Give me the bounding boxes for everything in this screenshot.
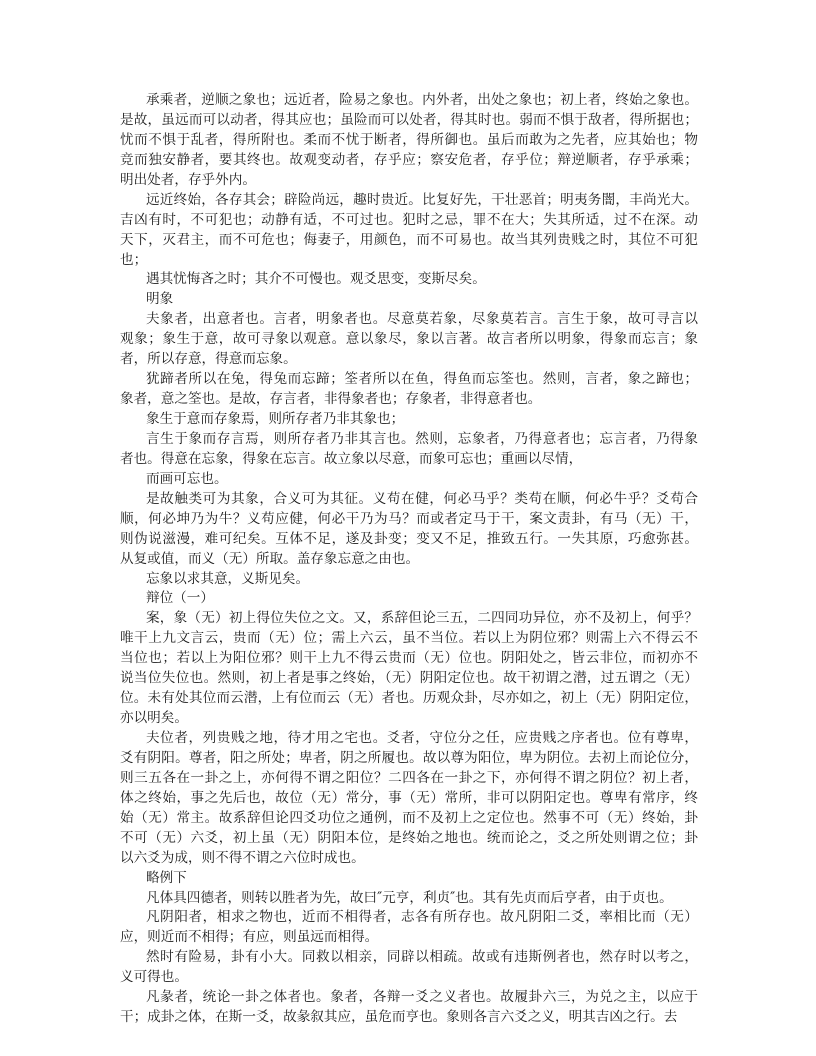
text-line: 以六爻为成，则不得不谓之六位时成也。 (120, 849, 365, 866)
text-line: 夫位者，列贵贱之地，待才用之宅也。爻者，守位分之任，应贵贱之序者也。位有尊卑， (146, 730, 698, 746)
text-line: 夫象者，出意者也。言者，明象者也。尽意莫若象，尽象莫若言。言生于象，故可寻言以 (146, 311, 698, 328)
text-line: 然时有险易，卦有小大。同救以相亲，同辟以相疏。故或有违斯例者也，然存时以考之， (146, 949, 698, 966)
text-line: 犹蹄者所以在兔，得兔而忘蹄；筌者所以在鱼，得鱼而忘筌也。然则，言者，象之蹄也； (146, 371, 698, 388)
text-line: 是故触类可为其象，合义可为其征。义苟在健，何必马乎？类苟在顺，何必牛乎？爻苟合 (146, 490, 698, 507)
text-line: 天下，灭君主，而不可危也；侮妻子，用颜色，而不可易也。故当其列贵贱之时，其位不可犯 (120, 231, 698, 248)
paragraph (120, 948, 698, 988)
paragraph (120, 430, 698, 470)
paragraph (120, 988, 698, 1028)
text-line: 明象 (146, 291, 174, 308)
text-line: 象生于意而存象焉，则所存者乃非其象也； (146, 411, 405, 427)
paragraph (120, 889, 698, 909)
text-line: 顺，何必坤乃为牛？义苟应健，何必干乃为马？而或者定马于干，案文责卦，有马（无）干， (120, 510, 698, 527)
text-line: 唯干上九文言云，贵而（无）位；需上六云，虽不当位。若以上为阴位邪？则需上六不得云不 (120, 630, 698, 647)
text-line: 凡彖者，统论一卦之体者也。象者，各辩一爻之义者也。故履卦六三，为兑之主，以应于 (146, 989, 698, 1006)
text-line: 爻有阴阳。尊者，阳之所处；卑者，阴之所履也。故以尊为阳位，卑为阴位。去初上而论位分， (120, 749, 698, 766)
paragraph (120, 410, 698, 430)
paragraph (120, 589, 698, 609)
text-line: 远近终始，各存其会；辟险尚远，趣时贵近。比复好先，干壮恶首；明夷务闇，丰尚光大。 (146, 191, 698, 208)
paragraph (120, 290, 698, 310)
paragraph (120, 191, 698, 271)
text-line: 凡阴阳者，相求之物也，近而不相得者，志各有所存也。故凡阴阳二爻，率相比而（无） (146, 909, 698, 926)
text-line: 忘象以求其意，义斯见矣。 (146, 570, 310, 587)
text-line: 观象；象生于意，故可寻象以观意。意以象尽，象以言著。故言者所以明象，得象而忘言；象 (120, 331, 698, 348)
paragraph (120, 869, 698, 889)
paragraph (120, 270, 698, 290)
text-line: 也； (120, 251, 148, 268)
text-line: 承乘者，逆顺之象也；远近者，险易之象也。内外者，出处之象也；初上者，终始之象也。 (146, 92, 698, 108)
paragraph (120, 370, 698, 410)
text-line: 则伪说滋漫，难可纪矣。互体不足，遂及卦变；变又不足，推致五行。一失其原，巧愈弥甚。 (120, 530, 698, 547)
text-line: 明出处者，存乎外内。 (120, 171, 256, 188)
text-line: 辩位（一） (146, 590, 214, 607)
paragraph (120, 729, 698, 869)
text-line: 始（无）常主。故系辞但论四爻功位之通例，而不及初上之定位也。然事不可（无）终始，卦 (120, 809, 698, 826)
paragraph (120, 908, 698, 948)
text-line: 体之终始，事之先后也，故位（无）常分，事（无）常所，非可以阴阳定也。尊卑有常序，终 (120, 789, 698, 806)
paragraph (120, 310, 698, 370)
text-line: 是故，虽远而可以动者，得其应也；虽险而可以处者，得其时也。弱而不惧于敌者，得所据也； (120, 111, 698, 128)
text-line: 者也。得意在忘象，得象在忘言。故立象以尽意，而象可忘也；重画以尽情， (120, 450, 583, 467)
text-line: 忧而不惧于乱者，得所附也。柔而不忧于断者，得所御也。虽后而敢为之先者，应其始也；物 (120, 131, 698, 148)
paragraph (120, 609, 698, 729)
paragraph (120, 490, 698, 570)
text-line: 而画可忘也。 (146, 470, 228, 487)
text-line: 亦以明矣。 (120, 710, 188, 727)
text-line: 略例下 (146, 869, 187, 886)
text-line: 从复或值，而义（无）所取。盖存象忘意之由也。 (120, 550, 420, 567)
text-line: 竞而独安静者，要其终也。故观变动者，存乎应；察安危者，存乎位；辩逆顺者，存乎承乘； (120, 151, 698, 168)
text-line: 则三五各在一卦之上，亦何得不谓之阳位？二四各在一卦之下，亦何得不谓之阴位？初上者， (120, 769, 698, 786)
text-line: 干；成卦之体，在斯一爻，故彖叙其应，虽危而亨也。象则各言六爻之义，明其吉凶之行。去 (120, 1009, 678, 1026)
paragraph (120, 470, 698, 490)
text-line: 案，象（无）初上得位失位之文。又，系辞但论三五，二四同功异位，亦不及初上，何乎？ (146, 610, 698, 627)
text-line: 凡体具四德者，则转以胜者为先，故曰″元亨，利贞″也。其有先贞而后亨者，由于贞也。 (146, 889, 673, 906)
text-line: 象者，意之筌也。是故，存言者，非得象者也；存象者，非得意者也。 (120, 391, 542, 408)
text-line: 言生于象而存言焉，则所存者乃非其言也。然则，忘象者，乃得意者也；忘言者，乃得象 (146, 430, 698, 447)
paragraph (120, 91, 698, 191)
text-line: 位。未有处其位而云潜，上有位而云（无）者也。历观众卦，尽亦如之，初上（无）阴阳定位， (120, 690, 698, 707)
text-line: 者，所以存意，得意而忘象。 (120, 351, 297, 368)
text-line: 不可（无）六爻，初上虽（无）阴阳本位，是终始之地也。统而论之，爻之所处则谓之位；卦 (120, 829, 698, 846)
text-line: 遇其忧悔吝之时；其介不可慢也。观爻思变，变斯尽矣。 (146, 271, 486, 288)
paragraph (120, 570, 698, 590)
text-line: 当位也；若以上为阳位邪？则干上九不得云贵而（无）位也。阴阳处之，皆云非位，而初亦不 (120, 650, 698, 667)
document-body (120, 91, 698, 1028)
text-line: 义可得也。 (120, 969, 188, 986)
text-line: 说当位失位也。然则，初上者是事之终始，（无）阴阳定位也。故干初谓之潜，过五谓之（无） (120, 670, 698, 687)
text-line: 吉凶有时，不可犯也；动静有适，不可过也。犯时之忌，罪不在大；失其所适，过不在深。动 (120, 211, 698, 228)
text-line: 应，则近而不相得；有应，则虽远而相得。 (120, 929, 379, 946)
